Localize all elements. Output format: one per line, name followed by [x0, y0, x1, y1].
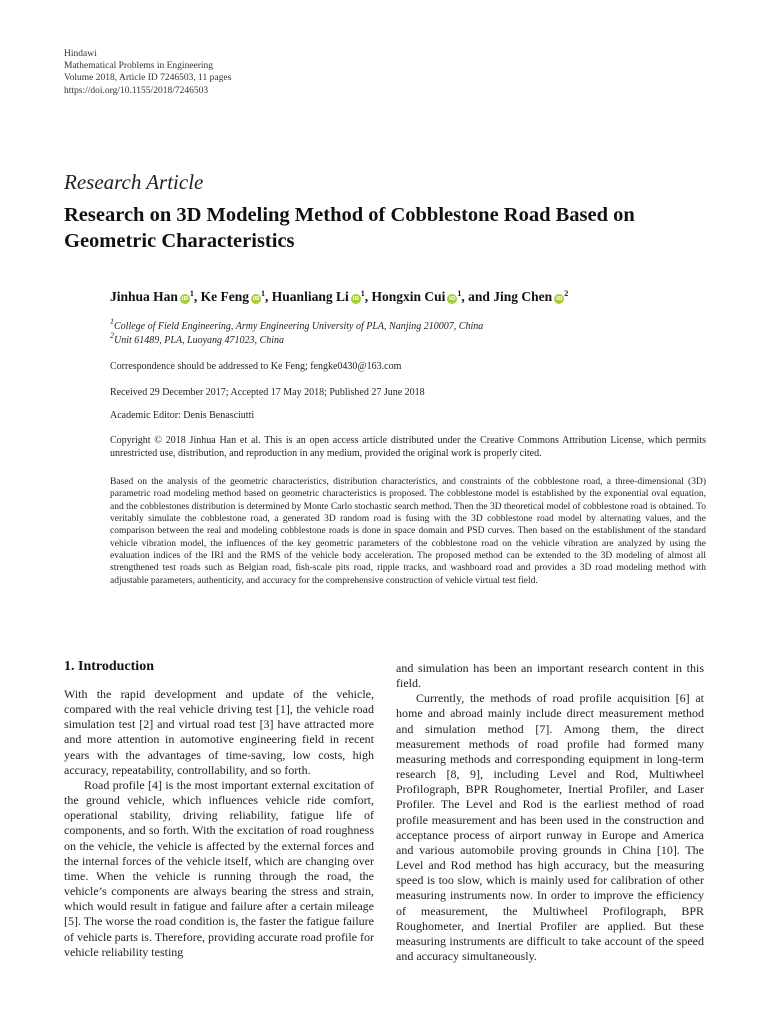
author-name: Ke Feng	[200, 289, 250, 304]
author[interactable]	[493, 289, 568, 304]
author-separator: , and	[461, 289, 494, 304]
body-paragraph: and simulation has been an important research content in this field.	[396, 661, 704, 691]
author-name: Jinhua Han	[110, 289, 178, 304]
affiliation-mark: 2	[110, 330, 114, 340]
body-column-right	[396, 661, 704, 964]
abstract: Based on the analysis of the geometric characteristics, distribution characteristics, and constraints of the cobblestone road, a three-dimensional (3D) parametric road modeling method based on geometric characteristics is proposed. The cobblestone model is established by the exponential oval equation, and the cobblestones distribution is determined by Monte Carlo stochastic search method. Then the 3D theoretical model of cobblestone road is obtained. To veritably simulate the cobblestone road, a generated 3D random road is fusing with the 3D cobblestone road model by alternating values, and the comparison between the real and modeling cobblestone roads is done in space domain and PSD curves. Then based on the establishment of the standard vehicle vibration model, the influences of the key geometric parameters of the cobblestone road on the vehicle vibration are analyzed by using the evaluation indices of the IRI and the RMS of the vehicle body acceleration. The proposed method can be extended to the 3D modeling of almost all strengthened test roads such as Belgian road, fish-scale pits road, ripple tracks, and washboard road and provides a 3D road modeling method with adjustable parameters, authenticity, and accuracy for the comprehensive construction of vehicle virtual test field.	[110, 477, 706, 586]
orcid-icon[interactable]: iD	[352, 296, 359, 302]
orcid-icon[interactable]: iD	[252, 296, 260, 302]
journal-name: Mathematical Problems in Engineering	[64, 61, 214, 72]
author-affiliation-mark: 1	[189, 289, 194, 298]
body-column-left	[64, 687, 374, 960]
orcid-icon[interactable]: iD	[181, 296, 189, 302]
body-paragraph: Currently, the methods of road profile acquisition [6] at home and abroad mainly include direct measurement method and simulation method [7]. Among them, the direct measurement methods of road profile had formed many measuring methods and corresponding equipment in long-term research [8, 9], including Level and Rod, Multiwheel Profilograph, BPR Roughometer, Inertial Profiler, and Laser Profiler. The Level and Rod is the earliest method of road profile measurement and has been used in the construction and acceptance process of airport runway in Europe and America and various automobile proving grounds in China [10]. The Level and Rod method has high accuracy, but the measuring speed is too slow, which is mainly used for calibration of other measuring instruments now. In order to improve the efficiency of measurement, the Multiwheel Profilograph, BPR Roughometer, and Inertial Profiler are applied. But these measuring instruments are difficult to take account of the speed and accuracy simultaneously.	[396, 691, 704, 963]
affiliation-text: College of Field Engineering, Army Engineering University of PLA, Nanjing 210007, China	[114, 321, 484, 332]
paper-title: Research on 3D Modeling Method of Cobblestone Road Based on Geometric Characteristics	[64, 204, 635, 252]
correspondence: Correspondence should be addressed to Ke Feng; fengke0430@163.com	[110, 361, 402, 372]
author-affiliation-mark: 2	[564, 289, 569, 298]
author-separator: ,	[193, 289, 201, 304]
article-type: Research Article	[64, 170, 204, 194]
body-paragraph: Road profile [4] is the most important external excitation of the ground vehicle, which influences vehicle ride comfort, operational stability, driving reliability, fatigue life of components, and so forth. With the excitation of road roughness on the vehicle, the vehicle is affected by the external forces and the internal forces of the vehicle itself, which are changing over time. When the vehicle is running through the road, the vehicle’s components are always bearing the stress and strain, which would result in fatigue and failure after a certain mileage [5]. The worse the road condition is, the faster the fatigue failure of vehicle parts is. Therefore, providing accurate road profile for vehicle reliability testing	[64, 777, 375, 959]
volume-info: Volume 2018, Article ID 7246503, 11 pages	[64, 73, 232, 84]
author-name: Jing Chen	[493, 289, 553, 304]
author-list	[110, 289, 568, 305]
author-separator: ,	[364, 289, 372, 304]
orcid-icon[interactable]: iD	[555, 296, 563, 302]
author-separator: ,	[265, 289, 272, 304]
academic-editor: Academic Editor: Denis Benasciutti	[110, 410, 255, 421]
author-affiliation-mark: 1	[360, 289, 365, 298]
author[interactable]	[201, 289, 272, 304]
author[interactable]	[110, 289, 201, 304]
affiliation-text: Unit 61489, PLA, Luoyang 471023, China	[114, 334, 285, 346]
affiliation-line	[110, 330, 483, 348]
publication-dates: Received 29 December 2017; Accepted 17 May 2018; Published 27 June 2018	[110, 387, 425, 398]
author[interactable]	[371, 289, 493, 304]
body-paragraph: With the rapid development and update of the vehicle, compared with the real vehicle driving test [1], the vehicle road simulation test [2] and virtual road test [3] have attracted more and more attention in automotive engineering field in recent years with the advantages of time-saving, low costs, high accuracy, repeatability, controllability, and so forth.	[64, 687, 374, 777]
section-heading: 1. Introduction	[64, 659, 154, 674]
affiliation-mark: 1	[110, 317, 114, 326]
author-affiliation-mark: 1	[261, 289, 266, 298]
author-name: Hongxin Cui	[371, 289, 446, 304]
doi-link[interactable]: https://doi.org/10.1155/2018/7246503	[64, 85, 209, 96]
orcid-icon[interactable]: iD	[449, 296, 456, 302]
journal-header	[64, 48, 231, 97]
affiliations	[110, 317, 484, 347]
publisher-name: Hindawi	[64, 49, 97, 59]
copyright-notice: Copyright © 2018 Jinhua Han et al. This is an open access article distributed under the Creative Commons Attribution License, which permits unrestricted use, distribution, and reproduction in any medium, provided the original work is properly cited.	[110, 435, 706, 459]
author[interactable]	[272, 289, 372, 304]
author-affiliation-mark: 1	[457, 289, 462, 298]
affiliation-line	[110, 317, 484, 334]
author-name: Huanliang Li	[271, 289, 349, 304]
